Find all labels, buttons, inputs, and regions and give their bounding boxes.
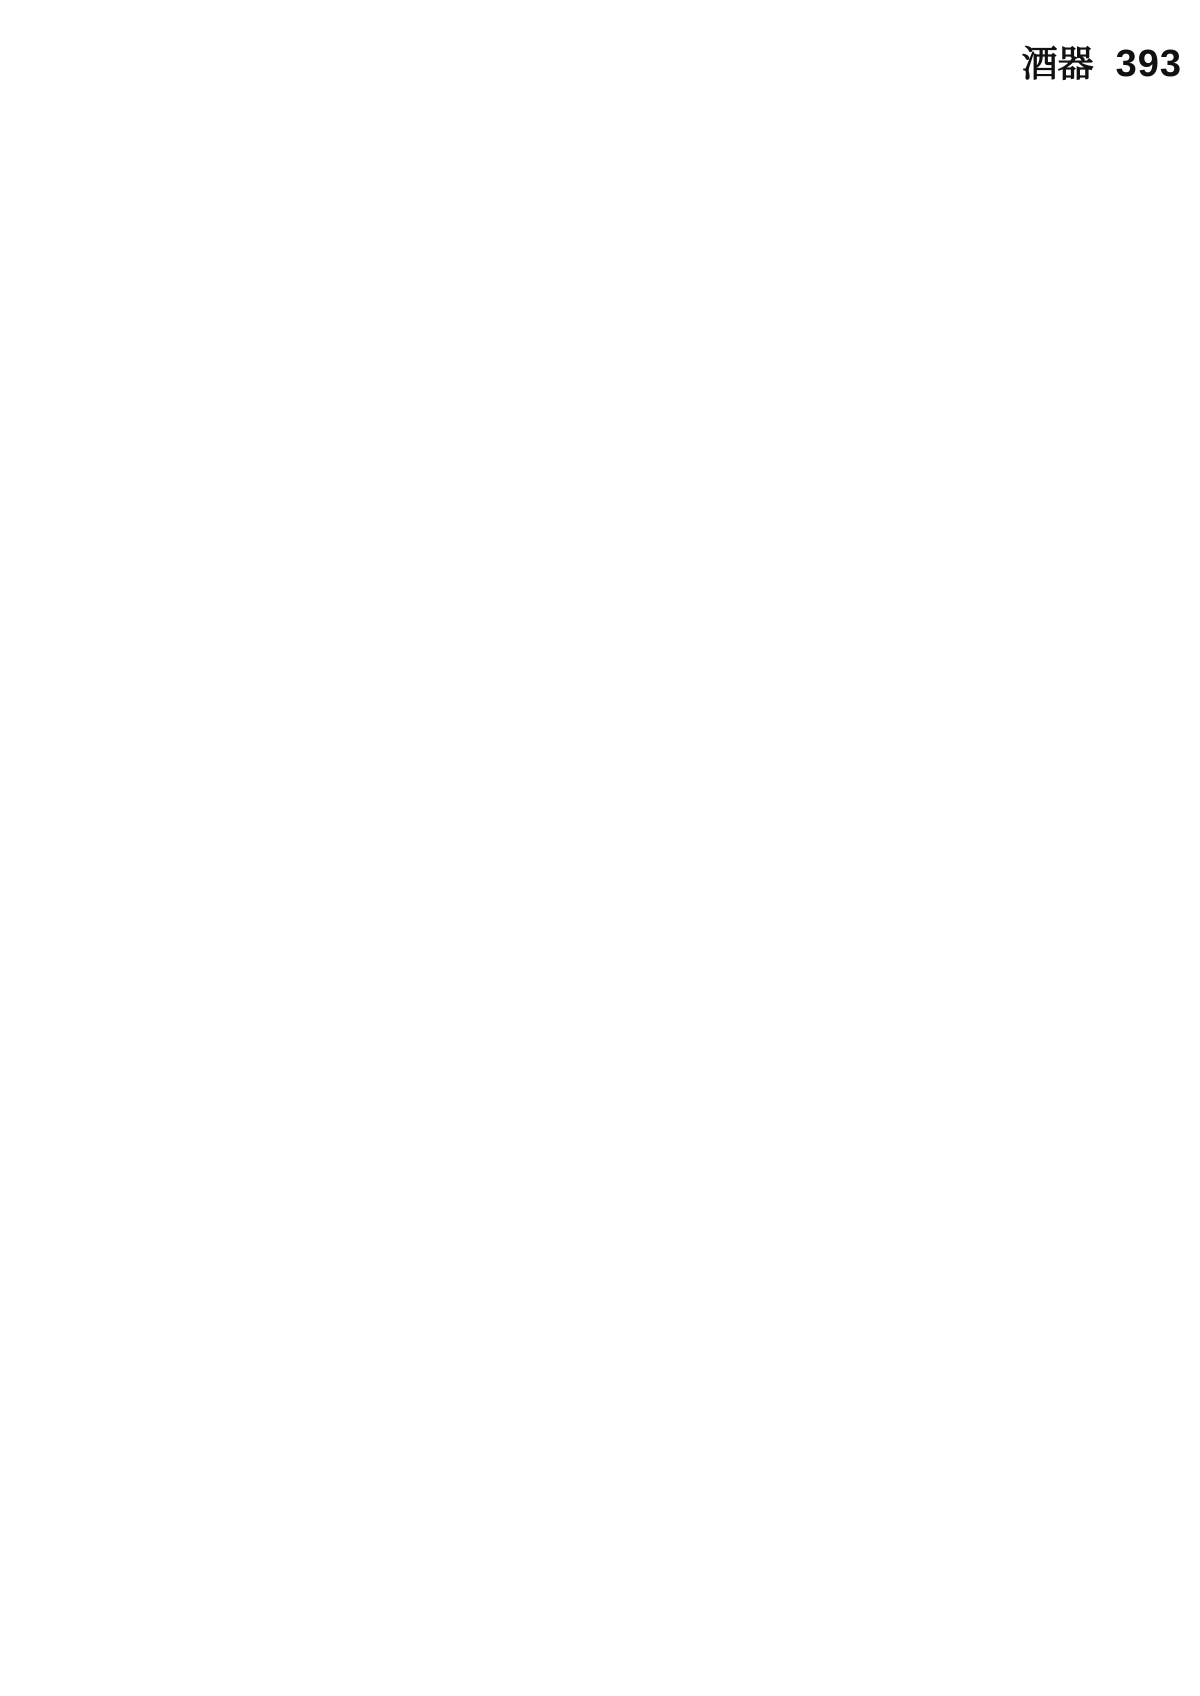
category-title: 酒器 (1021, 44, 1094, 85)
page-number: 393 (1115, 43, 1182, 85)
page-header (1022, 36, 1182, 87)
